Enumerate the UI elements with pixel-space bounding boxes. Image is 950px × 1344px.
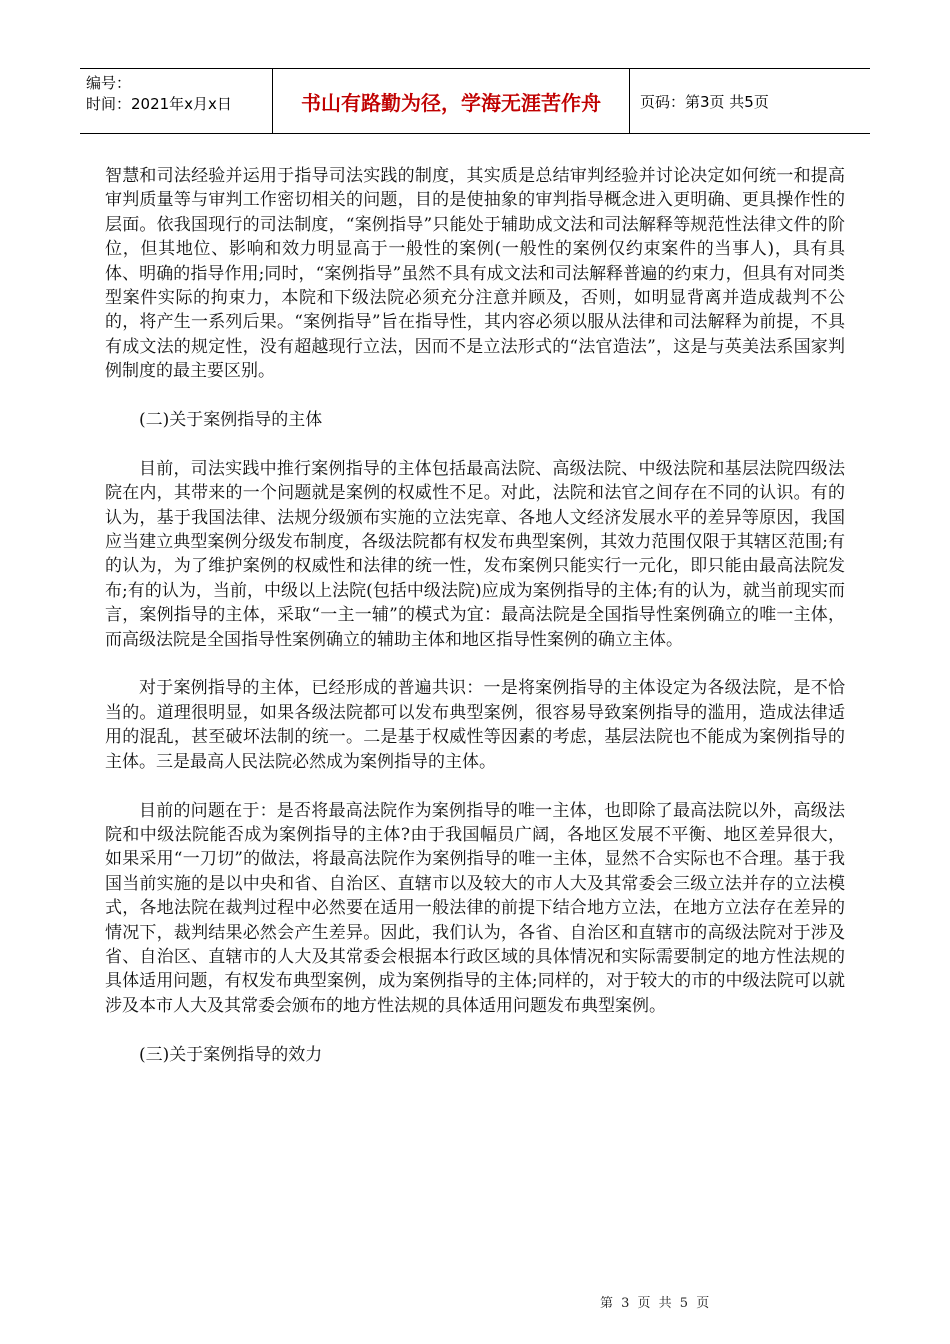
body-paragraph: 目前，司法实践中推行案例指导的主体包括最高法院、高级法院、中级法院和基层法院四级法院在内，其带来的一个问题就是案例的权威性不足。对此，法院和法官之间存在不同的认识。有的认为，基于我国法律、法规分级颁布实施的立法宪章、各地人文经济发展水平的差异等原因，我国应当建立典型案例分级发布制度，各级法院都有权发布典型案例，其效力范围仅限于其辖区范围;有的认为，为了维护案例的权威性和法律的统一性，发布案例只能实行一元化，即只能由最高法院发布;有的认为，当前，中级以上法院(包括中级法院)应成为案例指导的主体;有的认为，就当前现实而言，案例指导的主体，采取“一主一辅”的模式为宜：最高法院是全国指导性案例确立的唯一主体，而高级法院是全国指导性案例确立的辅助主体和地区指导性案例的确立主体。 [105, 458, 845, 650]
header-motto: 书山有路勤为径，学海无涯苦作舟 [273, 69, 630, 133]
header-page-number: 页码：第3页 共5页 [640, 92, 769, 111]
document-body [105, 164, 845, 1067]
page-header [80, 68, 870, 134]
body-paragraph: 对于案例指导的主体，已经形成的普遍共识：一是将案例指导的主体设定为各级法院，是不恰当的。道理很明显，如果各级法院都可以发布典型案例，很容易导致案例指导的滥用，造成法律适用的混乱，甚至破坏法制的统一。二是基于权威性等因素的考虑，基层法院也不能成为案例指导的主体。三是最高人民法院必然成为案例指导的主体。 [105, 678, 845, 772]
body-paragraph-continued: 智慧和司法经验并运用于指导司法实践的制度，其实质是总结审判经验并讨论决定如何统一和提高审判质量等与审判工作密切相关的问题，目的是使抽象的审判指导概念进入更明确、更具操作性的层面。依我国现行的司法制度，“案例指导”只能处于辅助成文法和司法解释等规范性法律文件的阶位，但其地位、影响和效力明显高于一般性的案例(一般性的案例仅约束案件的当事人)，具有具体、明确的指导作用;同时，“案例指导”虽然不具有成文法和司法解释普遍的约束力，但具有对同类型案件实际的拘束力，本院和下级法院必须充分注意并顾及，否则，如明显背离并造成裁判不公的，将产生一系列后果。“案例指导”旨在指导性，其内容必须以服从法律和司法解释为前提，不具有成文法的规定性，没有超越现行立法，因而不是立法形式的“法官造法”，这是与英美法系国家判例制度的最主要区别。 [105, 166, 845, 382]
section-heading-effect: (三)关于案例指导的效力 [139, 1044, 323, 1065]
header-meta [80, 69, 273, 133]
document-code-label: 编号： [86, 74, 132, 92]
document-time-label: 时间：2021年x月x日 [86, 95, 232, 113]
body-paragraph: 目前的问题在于：是否将最高法院作为案例指导的唯一主体，也即除了最高法院以外，高级法院和中级法院能否成为案例指导的主体?由于我国幅员广阔，各地区发展不平衡、地区差异很大，如果采用“一刀切”的做法，将最高法院作为案例指导的唯一主体，显然不合实际也不合理。基于我国当前实施的是以中央和省、自治区、直辖市以及较大的市人大及其常委会三级立法并存的立法模式，各地法院在裁判过程中必然要在适用一般法律的前提下结合地方立法，在地方立法存在差异的情况下，裁判结果必然会产生差异。因此，我们认为，各省、自治区和直辖市的高级法院对于涉及省、自治区、直辖市的人大及其常委会根据本行政区域的具体情况和实际需要制定的地方性法规的具体适用问题，有权发布典型案例，成为案例指导的主体;同样的，对于较大的市的中级法院可以就涉及本市人大及其常委会颁布的地方性法规的具体适用问题发布典型案例。 [105, 800, 845, 1016]
section-heading-subject: (二)关于案例指导的主体 [139, 410, 323, 431]
page-footer: 第 3 页 共 5 页 [600, 1296, 712, 1311]
